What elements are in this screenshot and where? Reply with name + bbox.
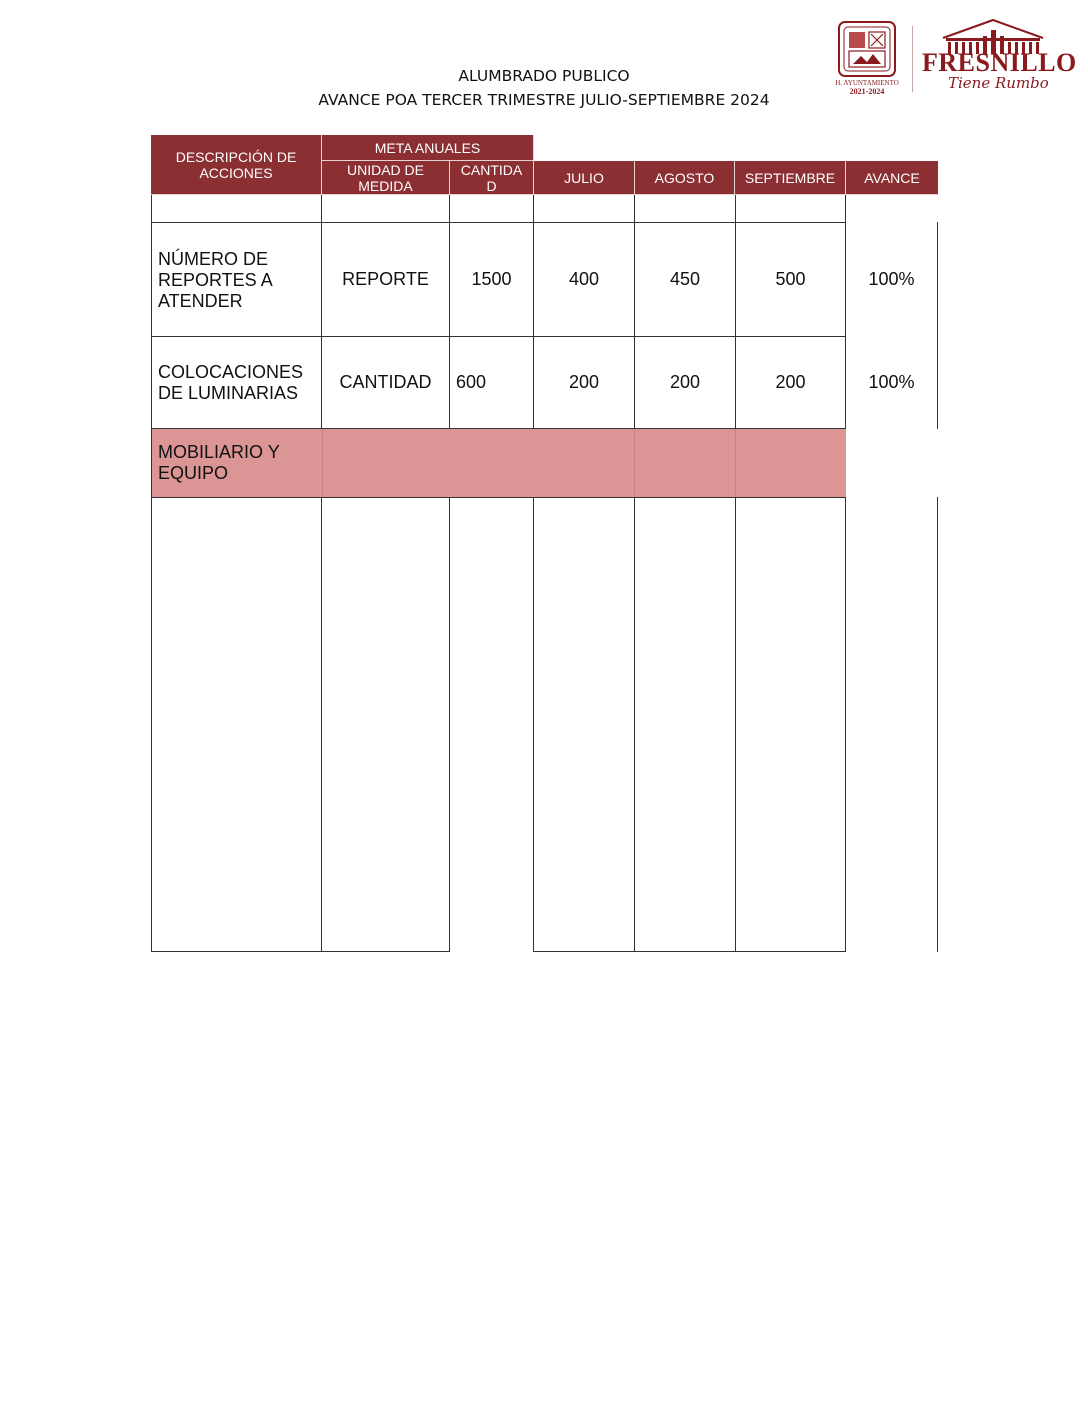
grid-line [321, 195, 322, 429]
grid-line [151, 195, 152, 429]
section-label-mobiliario: MOBILIARIO Y EQUIPO [158, 442, 280, 483]
fresnillo-tagline: Tiene Rumbo [948, 74, 1049, 92]
row-1-septiembre: 500 [775, 269, 806, 289]
row-2-julio: 200 [568, 372, 600, 392]
grid-line [449, 497, 450, 952]
row-2-cantidad: 600 [456, 372, 487, 392]
grid-line [151, 222, 846, 223]
row-1-avance: 100% [868, 269, 915, 289]
header-unidad: UNIDAD DE MEDIDA [322, 161, 450, 195]
fresnillo-wordmark: FRESNILLO [922, 48, 1077, 77]
grid-line [634, 497, 635, 952]
row-2-septiembre: 200 [775, 372, 806, 392]
grid-line [321, 497, 322, 952]
row-1-descripcion: NÚMERO DE REPORTES A ATENDER [158, 249, 272, 311]
section-divider [322, 429, 323, 497]
row-1-unidad: REPORTE [342, 269, 429, 289]
header-cantidad: CANTIDA D [450, 161, 534, 195]
seal-caption: H. AYUNTAMIENTO 2021-2024 [835, 79, 899, 96]
grid-line [845, 195, 846, 429]
grid-line [151, 336, 846, 337]
grid-line [533, 195, 534, 429]
grid-line [845, 497, 846, 952]
row-2-descripcion: COLOCACIONES DE LUMINARIAS [158, 362, 304, 403]
section-divider [735, 429, 736, 497]
grid-line [533, 497, 534, 952]
header-descripcion: DESCRIPCIÓN DE ACCIONES [151, 135, 322, 195]
row-1-cantidad: 1500 [471, 269, 512, 289]
grid-line [449, 195, 450, 429]
row-1-agosto: 450 [669, 269, 701, 289]
grid-line [151, 951, 450, 952]
header-avance: AVANCE [846, 161, 938, 195]
grid-line [151, 429, 152, 952]
row-2-agosto: 200 [669, 372, 701, 392]
grid-line [533, 951, 846, 952]
header-septiembre: SEPTIEMBRE [735, 161, 846, 195]
row-1-julio: 400 [568, 269, 600, 289]
grid-line [634, 195, 635, 429]
grid-line [735, 195, 736, 429]
header-julio: JULIO [534, 161, 635, 195]
header-agosto: AGOSTO [635, 161, 735, 195]
grid-line [937, 497, 938, 952]
row-2-unidad: CANTIDAD [339, 372, 432, 392]
section-divider [634, 429, 635, 497]
title-line-2: AVANCE POA TERCER TRIMESTRE JULIO-SEPTIEMBRE 2024 [318, 91, 770, 109]
row-2-avance: 100% [868, 372, 915, 392]
title-line-1: ALUMBRADO PUBLICO [458, 67, 630, 85]
grid-line [151, 497, 846, 498]
grid-line [937, 222, 938, 429]
header-meta-anuales: META ANUALES [322, 135, 534, 161]
grid-line [735, 497, 736, 952]
logo-divider [912, 26, 913, 92]
grid-line [151, 428, 846, 429]
